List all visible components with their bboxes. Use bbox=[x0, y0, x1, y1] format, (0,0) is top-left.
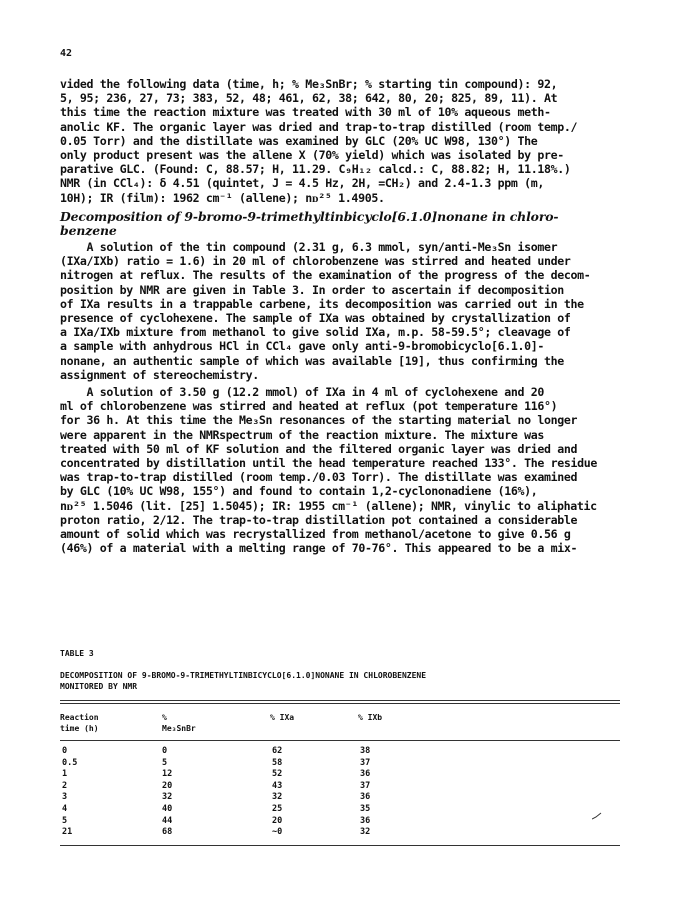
paragraph-1-line: parative GLC. (Found: C, 88.57; H, 11.29. C₉H₁₂ calcd.: C, 88.82; H, 11.18%.) bbox=[60, 162, 571, 177]
pencil-tick-mark bbox=[592, 812, 602, 820]
table-header-cell: % IXa bbox=[270, 713, 295, 722]
paragraph-1-line: vided the following data (time, h; % Me₃SnBr; % starting tin compound): 92, bbox=[60, 77, 558, 91]
table-header-cell: % IXb bbox=[358, 713, 383, 722]
paragraph-2-line: of IXa results in a trappable carbene, its decomposition was carried out in the bbox=[60, 296, 584, 311]
table-cell: 35 bbox=[360, 804, 371, 814]
section-heading-line: benzene bbox=[60, 223, 117, 239]
table-cell: 32 bbox=[162, 792, 173, 803]
table-bottom-rule bbox=[60, 845, 620, 846]
table-cell: 40 bbox=[162, 804, 173, 814]
table-cell: 68 bbox=[162, 827, 173, 838]
table-cell: 21 bbox=[62, 827, 73, 838]
table-cell: 12 bbox=[162, 769, 173, 780]
paragraph-1-line: anolic KF. The organic layer was dried and trap-to-trap distilled (room temp./ bbox=[60, 119, 578, 134]
table-cell: 25 bbox=[272, 804, 283, 814]
paragraph-2-line: assignment of stereochemistry. bbox=[60, 367, 259, 382]
table-header-cell: % bbox=[162, 713, 167, 722]
paragraph-3-line: (46%) of a material with a melting range of 70-76°. This appeared to be a mix- bbox=[60, 541, 578, 556]
table-caption-line: DECOMPOSITION OF 9-BROMO-9-TRIMETHYLTINBICYCLO[6.1.0]NONANE IN CHLOROBENZENE bbox=[60, 671, 427, 680]
table-cell: 5 bbox=[62, 815, 68, 826]
table-cell: 36 bbox=[360, 769, 371, 780]
table-cell: 0 bbox=[162, 746, 168, 756]
table-cell: ~0 bbox=[272, 827, 283, 838]
paragraph-2-line: position by NMR are given in Table 3. In order to ascertain if decomposition bbox=[60, 282, 564, 297]
table-cell: 20 bbox=[162, 780, 173, 791]
table-top-rule-2 bbox=[60, 703, 620, 704]
table-cell: 38 bbox=[360, 746, 371, 756]
paragraph-3-line: for 36 h. At this time the Me₃Sn resonances of the starting material no longer bbox=[60, 413, 578, 428]
table-cell: 20 bbox=[272, 815, 283, 826]
paragraph-3-line: were apparent in the NMRspectrum of the reaction mixture. The mixture was bbox=[60, 427, 544, 442]
paragraph-3-line: by GLC (10% UC W98, 155°) and found to contain 1,2-cyclononadiene (16%), bbox=[60, 484, 538, 499]
table-cell: 4 bbox=[62, 804, 68, 814]
paragraph-3-line: ml of chlorobenzene was stirred and heated at reflux (pot temperature 116°) bbox=[60, 399, 558, 414]
paragraph-1-line: 0.05 Torr) and the distillate was examined by GLC (20% UC W98, 130°) The bbox=[60, 133, 538, 148]
table-cell: 0 bbox=[62, 746, 68, 756]
table-cell: 37 bbox=[360, 780, 371, 791]
table-cell: 36 bbox=[360, 792, 371, 803]
table-cell: 37 bbox=[360, 757, 371, 768]
table-cell: 44 bbox=[162, 815, 173, 826]
table-cell: 2 bbox=[62, 780, 68, 791]
paragraph-1-line: this time the reaction mixture was treated with 30 ml of 10% aqueous meth- bbox=[60, 105, 551, 120]
paragraph-2-line: presence of cyclohexene. The sample of IXa was obtained by crystallization of bbox=[60, 311, 571, 326]
table-cell: 5 bbox=[162, 757, 168, 768]
paragraph-2-line: a sample with anhydrous HCl in CCl₄ gave only anti-9-bromobicyclo[6.1.0]- bbox=[60, 339, 544, 354]
table-header-cell: time (h) bbox=[60, 724, 99, 733]
paragraph-1-line: 10H); IR (film): 1962 cm⁻¹ (allene); nᴅ²⁵ 1.4905. bbox=[60, 190, 385, 205]
page-number: 42 bbox=[60, 48, 73, 59]
section-heading-line: Decomposition of 9-bromo-9-trimethyltinbicyclo[6.1.0]nonane in chloro- bbox=[60, 209, 559, 224]
paragraph-3-line: nᴅ²⁵ 1.5046 (lit. [25] 1.5045); IR: 1955 cm⁻¹ (allene); NMR, vinylic to aliphatic bbox=[60, 498, 597, 513]
table-cell: 58 bbox=[272, 757, 283, 768]
paragraph-3-line: proton ratio, 2/12. The trap-to-trap distillation pot contained a considerable bbox=[60, 512, 578, 527]
table-cell: 0.5 bbox=[62, 757, 78, 768]
paragraph-2-line: (IXa/IXb) ratio = 1.6) in 20 ml of chlorobenzene was stirred and heated under bbox=[60, 254, 571, 269]
paragraph-3-line: A solution of 3.50 g (12.2 mmol) of IXa in 4 ml of cyclohexene and 20 bbox=[60, 385, 544, 399]
paragraph-2 bbox=[60, 240, 640, 382]
paragraph-1-line: only product present was the allene X (70% yield) which was isolated by pre- bbox=[60, 148, 564, 163]
paragraph-3-line: concentrated by distillation until the head temperature reached 133°. The residue bbox=[60, 456, 598, 471]
table-caption-line: MONITORED BY NMR bbox=[60, 682, 138, 691]
paragraph-1 bbox=[60, 77, 640, 205]
paragraph-2-line: a IXa/IXb mixture from methanol to give solid IXa, m.p. 58-59.5°; cleavage of bbox=[60, 325, 571, 340]
section-heading bbox=[60, 210, 640, 238]
table-cell: 62 bbox=[272, 746, 283, 756]
table-cell: 43 bbox=[272, 780, 283, 791]
paragraph-1-line: 5, 95; 236, 27, 73; 383, 52, 48; 461, 62, 38; 642, 80, 20; 825, 89, 11). At bbox=[60, 91, 558, 106]
paragraph-3-line: was trap-to-trap distilled (room temp./0.03 Torr). The distillate was examined bbox=[60, 470, 578, 485]
table-label: TABLE 3 bbox=[60, 649, 94, 658]
table-header-rule bbox=[60, 740, 620, 741]
paragraph-2-line: nonane, an authentic sample of which was available [19], thus confirming the bbox=[60, 353, 564, 368]
table-cell: 1 bbox=[62, 769, 68, 780]
paragraph-2-line: nitrogen at reflux. The results of the examination of the progress of the decom- bbox=[60, 268, 591, 283]
table-header-cell: Me₃SnBr bbox=[162, 724, 196, 733]
paragraph-2-line: A solution of the tin compound (2.31 g, 6.3 mmol, syn/anti-Me₃Sn isomer bbox=[60, 240, 558, 254]
paragraph-3-line: treated with 50 ml of KF solution and the filtered organic layer was dried and bbox=[60, 441, 578, 456]
table-cell: 3 bbox=[62, 792, 68, 803]
table-cell: 52 bbox=[272, 769, 283, 780]
paragraph-1-line: NMR (in CCl₄): δ 4.51 (quintet, J = 4.5 Hz, 2H, =CH₂) and 2.4-1.3 ppm (m, bbox=[60, 176, 544, 191]
table-header-cell: Reaction bbox=[60, 713, 99, 722]
table-caption bbox=[60, 670, 640, 692]
table-cell: 32 bbox=[360, 827, 371, 838]
table-cell: 36 bbox=[360, 815, 371, 826]
paragraph-3 bbox=[60, 385, 640, 555]
paragraph-3-line: amount of solid which was recrystallized from methanol/acetone to give 0.56 g bbox=[60, 527, 571, 542]
table-cell: 32 bbox=[272, 792, 283, 803]
table-top-rule bbox=[60, 700, 620, 701]
